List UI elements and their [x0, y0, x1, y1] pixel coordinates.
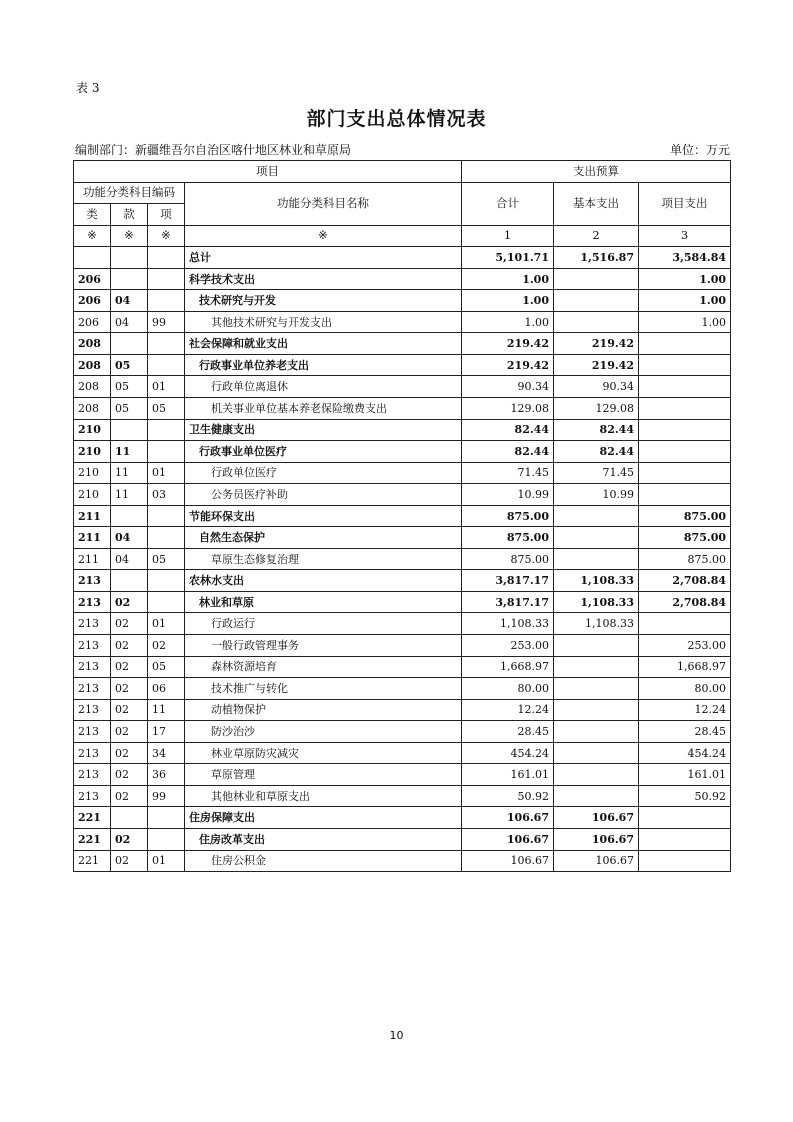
cell-total: 219.42	[462, 354, 554, 376]
cell-basic: 10.99	[554, 484, 639, 506]
cell-kuan: 02	[111, 850, 148, 872]
table-row	[74, 268, 731, 290]
cell-basic	[554, 678, 639, 700]
cell-xiang: 34	[148, 742, 185, 764]
cell-name: 一般行政管理事务	[185, 635, 462, 657]
cell-total: 10.99	[462, 484, 554, 506]
cell-xiang	[148, 807, 185, 829]
cell-name: 技术研究与开发	[185, 290, 462, 312]
cell-xiang: 02	[148, 635, 185, 657]
header-code-group: 功能分类科目编码	[74, 182, 185, 204]
cell-name: 行政事业单位养老支出	[185, 354, 462, 376]
cell-basic	[554, 764, 639, 786]
cell-name: 公务员医疗补助	[185, 484, 462, 506]
cell-total: 3,817.17	[462, 570, 554, 592]
cell-basic	[554, 527, 639, 549]
cell-basic: 90.34	[554, 376, 639, 398]
cell-total: 82.44	[462, 441, 554, 463]
cell-xiang: 05	[148, 398, 185, 420]
cell-total: 82.44	[462, 419, 554, 441]
cell-project: 161.01	[639, 764, 731, 786]
cell-name: 行政事业单位医疗	[185, 441, 462, 463]
cell-total: 106.67	[462, 807, 554, 829]
header-project: 项目	[74, 161, 462, 183]
cell-basic	[554, 311, 639, 333]
mark-name: ※	[185, 225, 462, 247]
page-title: 部门支出总体情况表	[306, 108, 487, 130]
cell-basic: 106.67	[554, 828, 639, 850]
cell-total: 129.08	[462, 398, 554, 420]
cell-project: 3,584.84	[639, 247, 731, 269]
cell-lei: 213	[74, 591, 111, 613]
cell-name: 自然生态保护	[185, 527, 462, 549]
cell-project	[639, 441, 731, 463]
cell-lei: 213	[74, 635, 111, 657]
cell-project: 454.24	[639, 742, 731, 764]
cell-kuan: 05	[111, 398, 148, 420]
cell-name: 动植物保护	[185, 699, 462, 721]
cell-total: 454.24	[462, 742, 554, 764]
cell-kuan: 02	[111, 742, 148, 764]
cell-project: 875.00	[639, 505, 731, 527]
cell-basic	[554, 548, 639, 570]
cell-total: 875.00	[462, 548, 554, 570]
cell-lei: 210	[74, 462, 111, 484]
cell-xiang: 17	[148, 721, 185, 743]
cell-basic: 82.44	[554, 441, 639, 463]
cell-xiang	[148, 290, 185, 312]
cell-kuan: 02	[111, 656, 148, 678]
cell-name: 住房改革支出	[185, 828, 462, 850]
cell-lei: 213	[74, 721, 111, 743]
cell-total: 106.67	[462, 850, 554, 872]
cell-lei: 213	[74, 764, 111, 786]
cell-xiang: 11	[148, 699, 185, 721]
header-kuan: 款	[111, 204, 148, 226]
cell-kuan: 11	[111, 462, 148, 484]
cell-total: 5,101.71	[462, 247, 554, 269]
cell-basic: 219.42	[554, 354, 639, 376]
page-number: 10	[389, 1029, 404, 1042]
cell-kuan: 04	[111, 311, 148, 333]
col-number-1: 1	[462, 225, 554, 247]
cell-basic	[554, 635, 639, 657]
table-row	[74, 742, 731, 764]
cell-basic: 219.42	[554, 333, 639, 355]
table-row	[74, 441, 731, 463]
header-budget: 支出预算	[462, 161, 731, 183]
cell-xiang: 05	[148, 548, 185, 570]
cell-name: 住房公积金	[185, 850, 462, 872]
cell-lei: 206	[74, 290, 111, 312]
cell-lei: 211	[74, 505, 111, 527]
meta-line	[75, 141, 730, 158]
cell-kuan	[111, 505, 148, 527]
cell-xiang	[148, 268, 185, 290]
cell-basic: 71.45	[554, 462, 639, 484]
cell-basic	[554, 699, 639, 721]
table-row	[74, 419, 731, 441]
cell-project: 1.00	[639, 268, 731, 290]
cell-basic	[554, 742, 639, 764]
cell-project: 2,708.84	[639, 570, 731, 592]
cell-lei: 221	[74, 850, 111, 872]
header-xiang: 项	[148, 204, 185, 226]
cell-xiang: 01	[148, 613, 185, 635]
cell-name: 住房保障支出	[185, 807, 462, 829]
cell-total: 1,108.33	[462, 613, 554, 635]
cell-name: 节能环保支出	[185, 505, 462, 527]
table-row	[74, 548, 731, 570]
cell-basic: 1,108.33	[554, 613, 639, 635]
cell-project	[639, 398, 731, 420]
cell-lei: 213	[74, 742, 111, 764]
table-number: 表 3	[76, 81, 100, 95]
cell-project: 1,668.97	[639, 656, 731, 678]
cell-project	[639, 419, 731, 441]
cell-project	[639, 484, 731, 506]
cell-lei: 211	[74, 548, 111, 570]
cell-basic: 129.08	[554, 398, 639, 420]
table-row	[74, 398, 731, 420]
cell-xiang: 01	[148, 376, 185, 398]
cell-kuan	[111, 247, 148, 269]
cell-project	[639, 376, 731, 398]
cell-lei: 208	[74, 376, 111, 398]
mark-kuan: ※	[111, 225, 148, 247]
cell-name: 其他技术研究与开发支出	[185, 311, 462, 333]
header-project-expense: 项目支出	[639, 182, 731, 225]
cell-project: 12.24	[639, 699, 731, 721]
col-number-2: 2	[554, 225, 639, 247]
table-row	[74, 505, 731, 527]
cell-kuan: 02	[111, 613, 148, 635]
cell-project	[639, 613, 731, 635]
table-row	[74, 656, 731, 678]
header-lei: 类	[74, 204, 111, 226]
cell-total: 90.34	[462, 376, 554, 398]
cell-lei: 206	[74, 268, 111, 290]
cell-name: 林业和草原	[185, 591, 462, 613]
cell-kuan	[111, 333, 148, 355]
cell-xiang	[148, 419, 185, 441]
table-row	[74, 613, 731, 635]
cell-lei: 213	[74, 613, 111, 635]
cell-lei: 210	[74, 441, 111, 463]
cell-name: 行政单位医疗	[185, 462, 462, 484]
cell-basic	[554, 721, 639, 743]
cell-total: 875.00	[462, 527, 554, 549]
cell-total: 50.92	[462, 785, 554, 807]
cell-xiang: 06	[148, 678, 185, 700]
cell-kuan: 05	[111, 354, 148, 376]
table-header	[74, 161, 731, 247]
cell-kuan: 05	[111, 376, 148, 398]
cell-total: 106.67	[462, 828, 554, 850]
cell-project: 253.00	[639, 635, 731, 657]
cell-name: 森林资源培育	[185, 656, 462, 678]
cell-lei: 213	[74, 785, 111, 807]
cell-basic: 1,108.33	[554, 570, 639, 592]
table-row	[74, 699, 731, 721]
table-body	[74, 247, 731, 872]
cell-kuan: 11	[111, 484, 148, 506]
cell-lei: 208	[74, 333, 111, 355]
cell-total: 80.00	[462, 678, 554, 700]
table-row	[74, 807, 731, 829]
cell-name: 林业草原防灾减灾	[185, 742, 462, 764]
cell-kuan	[111, 570, 148, 592]
cell-total: 28.45	[462, 721, 554, 743]
cell-xiang	[148, 527, 185, 549]
cell-project	[639, 807, 731, 829]
cell-lei: 221	[74, 807, 111, 829]
cell-xiang	[148, 354, 185, 376]
cell-lei: 208	[74, 354, 111, 376]
table-row	[74, 311, 731, 333]
cell-project	[639, 462, 731, 484]
cell-kuan: 02	[111, 828, 148, 850]
cell-name: 总计	[185, 247, 462, 269]
cell-name: 草原管理	[185, 764, 462, 786]
cell-name: 卫生健康支出	[185, 419, 462, 441]
table-row	[74, 333, 731, 355]
cell-total: 161.01	[462, 764, 554, 786]
table-row	[74, 764, 731, 786]
cell-project	[639, 333, 731, 355]
cell-xiang: 03	[148, 484, 185, 506]
cell-name: 草原生态修复治理	[185, 548, 462, 570]
unit-label: 单位：万元	[669, 143, 730, 157]
cell-kuan: 02	[111, 785, 148, 807]
cell-kuan: 04	[111, 527, 148, 549]
expenditure-table	[73, 160, 731, 872]
cell-project	[639, 850, 731, 872]
cell-total: 253.00	[462, 635, 554, 657]
cell-lei: 213	[74, 699, 111, 721]
cell-total: 219.42	[462, 333, 554, 355]
table-row	[74, 376, 731, 398]
cell-basic	[554, 505, 639, 527]
cell-basic: 1,516.87	[554, 247, 639, 269]
cell-lei: 208	[74, 398, 111, 420]
cell-xiang: 99	[148, 785, 185, 807]
cell-lei: 210	[74, 484, 111, 506]
cell-total: 1.00	[462, 290, 554, 312]
cell-kuan: 02	[111, 678, 148, 700]
cell-project: 875.00	[639, 527, 731, 549]
cell-total: 1.00	[462, 311, 554, 333]
cell-project: 1.00	[639, 290, 731, 312]
table-row	[74, 247, 731, 269]
cell-lei: 211	[74, 527, 111, 549]
cell-basic: 82.44	[554, 419, 639, 441]
table-row	[74, 721, 731, 743]
table-row	[74, 570, 731, 592]
cell-xiang: 05	[148, 656, 185, 678]
cell-xiang	[148, 591, 185, 613]
table-row	[74, 785, 731, 807]
cell-project: 875.00	[639, 548, 731, 570]
cell-project: 50.92	[639, 785, 731, 807]
cell-kuan: 11	[111, 441, 148, 463]
header-basic: 基本支出	[554, 182, 639, 225]
cell-xiang	[148, 570, 185, 592]
cell-kuan	[111, 807, 148, 829]
cell-xiang	[148, 333, 185, 355]
cell-name: 社会保障和就业支出	[185, 333, 462, 355]
cell-kuan: 02	[111, 699, 148, 721]
col-number-3: 3	[639, 225, 731, 247]
cell-project	[639, 828, 731, 850]
cell-basic: 106.67	[554, 850, 639, 872]
table-row	[74, 678, 731, 700]
cell-name: 防沙治沙	[185, 721, 462, 743]
cell-project: 2,708.84	[639, 591, 731, 613]
cell-xiang: 99	[148, 311, 185, 333]
cell-xiang	[148, 247, 185, 269]
cell-kuan: 02	[111, 635, 148, 657]
cell-kuan: 04	[111, 290, 148, 312]
cell-basic	[554, 268, 639, 290]
cell-lei	[74, 247, 111, 269]
cell-name: 技术推广与转化	[185, 678, 462, 700]
cell-name: 农林水支出	[185, 570, 462, 592]
cell-xiang: 36	[148, 764, 185, 786]
cell-total: 875.00	[462, 505, 554, 527]
cell-name: 机关事业单位基本养老保险缴费支出	[185, 398, 462, 420]
cell-project: 28.45	[639, 721, 731, 743]
cell-xiang	[148, 505, 185, 527]
cell-project: 80.00	[639, 678, 731, 700]
cell-xiang: 01	[148, 850, 185, 872]
cell-lei: 213	[74, 656, 111, 678]
cell-lei: 213	[74, 678, 111, 700]
cell-xiang: 01	[148, 462, 185, 484]
table-row	[74, 290, 731, 312]
cell-project: 1.00	[639, 311, 731, 333]
cell-kuan: 02	[111, 764, 148, 786]
cell-total: 3,817.17	[462, 591, 554, 613]
cell-lei: 210	[74, 419, 111, 441]
cell-basic	[554, 290, 639, 312]
cell-project	[639, 354, 731, 376]
table-row	[74, 591, 731, 613]
cell-kuan	[111, 419, 148, 441]
cell-xiang	[148, 828, 185, 850]
table-row	[74, 354, 731, 376]
table-row	[74, 462, 731, 484]
cell-basic: 106.67	[554, 807, 639, 829]
cell-lei: 221	[74, 828, 111, 850]
cell-kuan: 02	[111, 591, 148, 613]
header-total: 合计	[462, 182, 554, 225]
cell-kuan	[111, 268, 148, 290]
table-row	[74, 527, 731, 549]
table-row	[74, 850, 731, 872]
table-row	[74, 635, 731, 657]
header-name: 功能分类科目名称	[185, 182, 462, 225]
cell-name: 行政单位离退休	[185, 376, 462, 398]
cell-name: 其他林业和草原支出	[185, 785, 462, 807]
cell-total: 1.00	[462, 268, 554, 290]
cell-kuan: 04	[111, 548, 148, 570]
cell-xiang	[148, 441, 185, 463]
cell-name: 行政运行	[185, 613, 462, 635]
table-row	[74, 828, 731, 850]
cell-kuan: 02	[111, 721, 148, 743]
cell-name: 科学技术支出	[185, 268, 462, 290]
cell-total: 1,668.97	[462, 656, 554, 678]
table-row	[74, 484, 731, 506]
cell-basic	[554, 656, 639, 678]
cell-total: 12.24	[462, 699, 554, 721]
cell-basic: 1,108.33	[554, 591, 639, 613]
cell-total: 71.45	[462, 462, 554, 484]
mark-lei: ※	[74, 225, 111, 247]
cell-lei: 213	[74, 570, 111, 592]
department-label: 编制部门：新疆维吾尔自治区喀什地区林业和草原局	[75, 143, 352, 157]
cell-basic	[554, 785, 639, 807]
cell-lei: 206	[74, 311, 111, 333]
mark-xiang: ※	[148, 225, 185, 247]
